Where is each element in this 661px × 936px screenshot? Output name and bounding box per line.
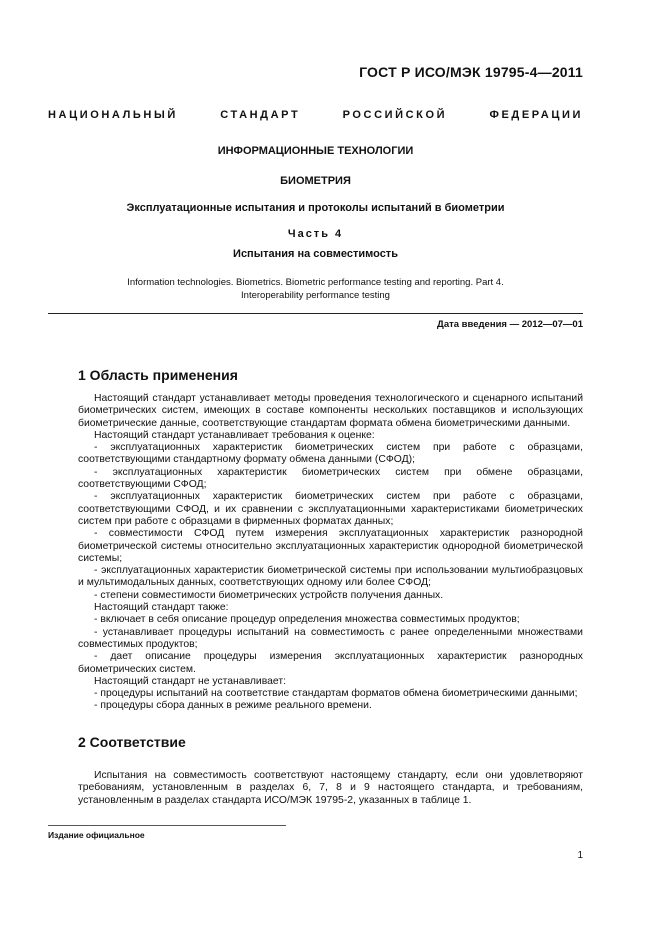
- title-divider: [48, 313, 583, 314]
- paragraph: - процедуры сбора данных в режиме реального времени.: [94, 700, 372, 712]
- section-2-heading: 2 Соответствие: [78, 734, 186, 750]
- paragraph: Настоящий стандарт не устанавливает:: [94, 675, 286, 687]
- title-line-2: БИОМЕТРИЯ: [280, 175, 351, 187]
- part-title: Испытания на совместимость: [233, 248, 398, 260]
- banner-word: ФЕДЕРАЦИИ: [489, 109, 583, 121]
- paragraph: - устанавливает процедуры испытаний на совместимость с ранее определенными множествами совместимых продуктов;: [78, 626, 583, 650]
- paragraph: - дает описание процедуры измерения эксплуатационных характеристик разнородных биометрических систем.: [78, 651, 583, 675]
- title-line-3: Эксплуатационные испытания и протоколы испытаний в биометрии: [126, 202, 505, 214]
- banner-word: РОССИЙСКОЙ: [342, 109, 448, 121]
- paragraph: Настоящий стандарт устанавливает методы проведения технологического и сценарного испытаний биометрических систем, имеющих в составе компоненты нескольких поставщиков и использующих биометрические данные, соответствующие стандартам формата обмена биометрическими данными.: [78, 393, 583, 429]
- paragraph: - эксплуатационных характеристик биометрических систем при работе с образцами, соответствующими СФОД, и их сравнении с эксплуатационными характеристиками биометрических систем при работе с образцами в фирменных форматах данных;: [78, 491, 583, 527]
- english-title-line-1: Information technologies. Biometrics. Biometric performance testing and reporting. Part 4.: [127, 277, 504, 288]
- banner-word: НАЦИОНАЛЬНЫЙ: [48, 109, 178, 121]
- paragraph: - включает в себя описание процедур определения множества совместимых продуктов;: [94, 614, 520, 626]
- title-line-1: ИНФОРМАЦИОННЫЕ ТЕХНОЛОГИИ: [217, 145, 414, 157]
- national-standard-banner: [48, 109, 583, 121]
- section-1-body: [78, 393, 583, 713]
- paragraph: - эксплуатационных характеристик биометрической системы при использовании мультиобразцовых и мультимодальных данных, соответствующих одному или более СФОД;: [78, 565, 583, 589]
- banner-word: СТАНДАРТ: [220, 109, 301, 121]
- paragraph: - процедуры испытаний на соответствие стандартам форматов обмена биометрическими данными;: [94, 688, 578, 700]
- footer-divider: [48, 825, 286, 826]
- english-title: [48, 276, 583, 302]
- part-label: Часть 4: [287, 228, 344, 240]
- paragraph: Настоящий стандарт устанавливает требования к оценке:: [94, 429, 375, 441]
- section-1-heading: 1 Область применения: [78, 367, 238, 383]
- edition-label: Издание официальное: [48, 830, 145, 840]
- paragraph: - эксплуатационных характеристик биометрических систем при работе с образцами, соответствующими стандартному формату обмена данными (СФОД);: [78, 442, 583, 466]
- paragraph: - совместимости СФОД путем измерения эксплуатационных характеристик разнородной биометрической системы относительно эксплуатационных характеристик однородной биометрической системы;: [78, 528, 583, 564]
- english-title-line-2: Interoperability performance testing: [241, 290, 390, 301]
- section-2-body: [78, 770, 583, 807]
- paragraph: - степени совместимости биометрических устройств получения данных.: [94, 589, 444, 601]
- paragraph: Испытания на совместимость соответствуют настоящему стандарту, если они удовлетворяют требованиям, установленным в разделах 6, 7, 8 и 9 настоящего стандарта, и требованиям, установленным в разделах стандарта ИСО/МЭК 19795-2, указанных в таблице 1.: [78, 770, 583, 806]
- page-number: 1: [577, 850, 583, 861]
- document-code: ГОСТ Р ИСО/МЭК 19795-4—2011: [359, 64, 583, 80]
- paragraph: Настоящий стандарт также:: [94, 602, 229, 614]
- introduction-date: Дата введения — 2012—07—01: [437, 319, 583, 330]
- paragraph: - эксплуатационных характеристик биометрических систем при обмене образцами, соответствующими СФОД;: [78, 466, 583, 491]
